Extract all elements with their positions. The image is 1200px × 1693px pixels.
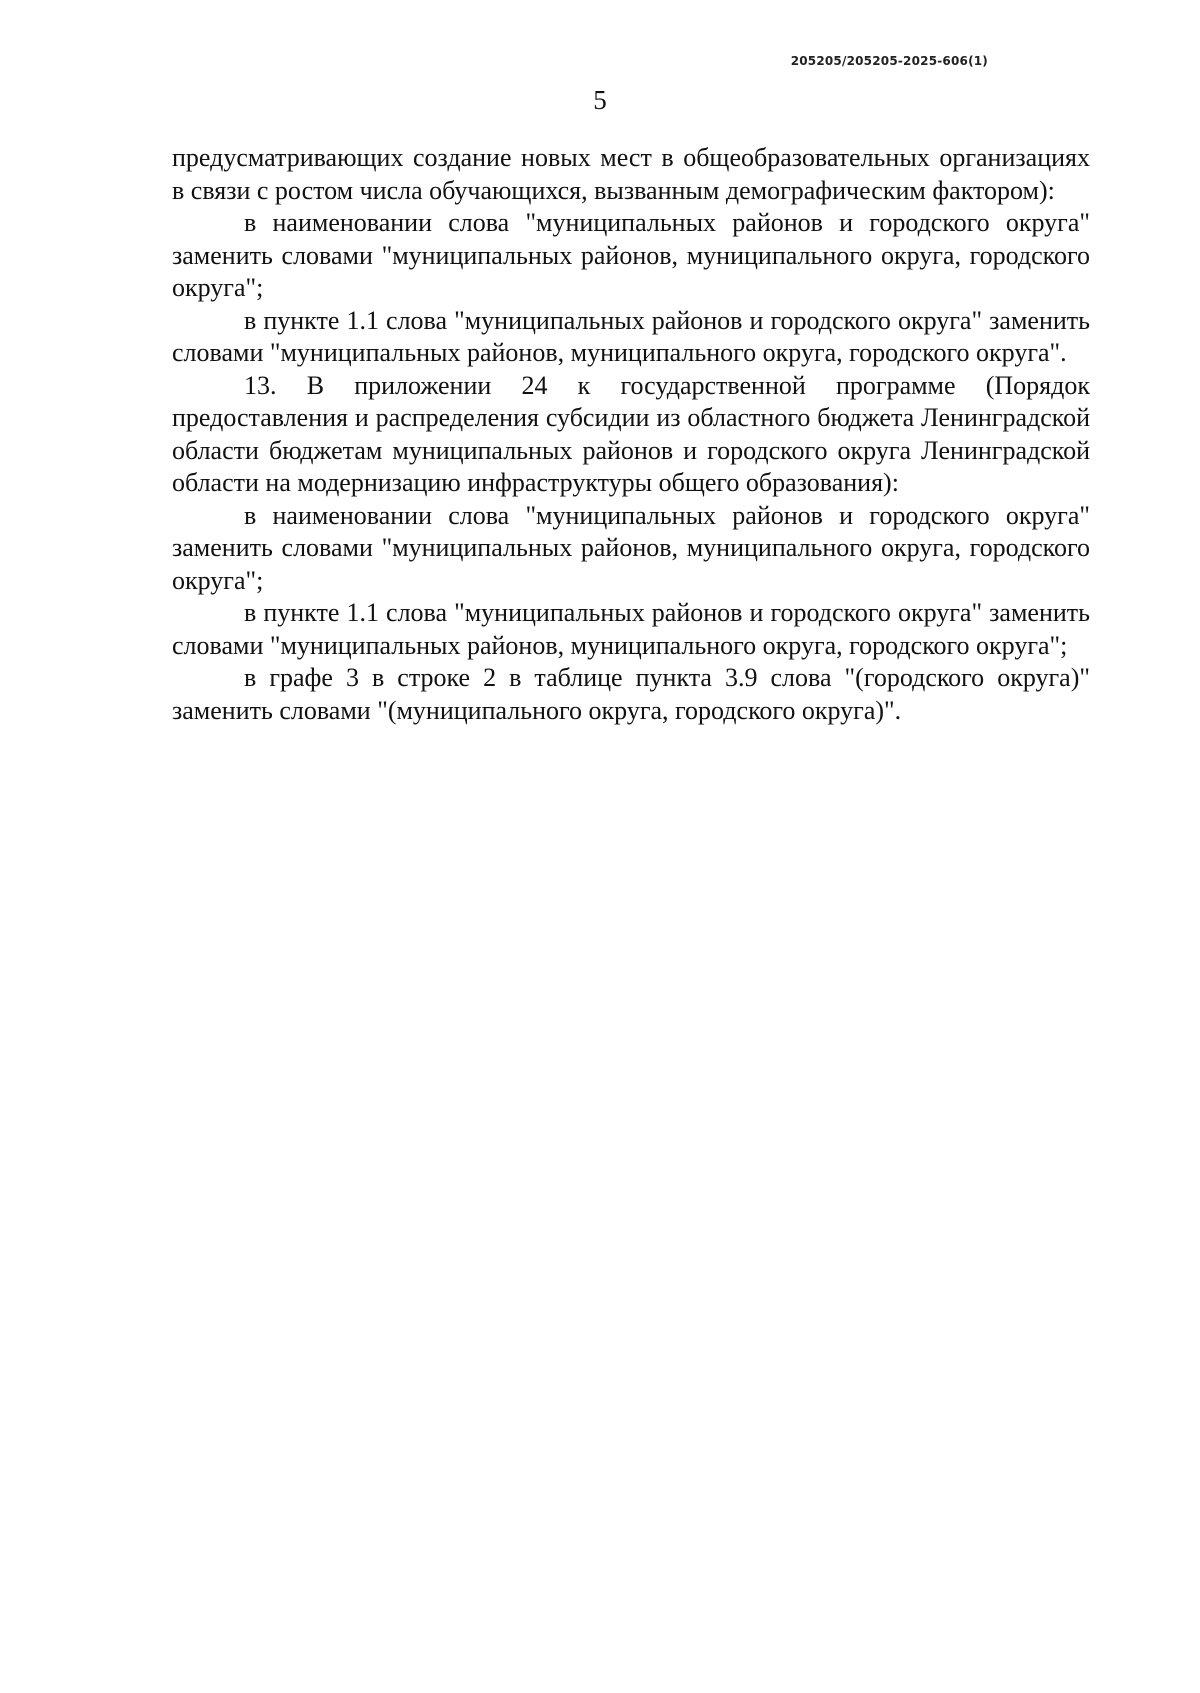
paragraph: в графе 3 в строке 2 в таблице пункта 3.9 слова "(городского округа)" заменить словами "(муниципального округа, городского округа)".: [172, 663, 1090, 725]
document-body: [172, 142, 1090, 727]
paragraph: в наименовании слова "муниципальных районов и городского округа" заменить словами "муниципальных районов, муниципального округа, городского округа";: [172, 208, 1090, 302]
paragraph: 13. В приложении 24 к государственной программе (Порядок предоставления и распределения субсидии из областного бюджета Ленинградской области бюджетам муниципальных районов и городского округа Ленинградской области на модернизацию инфраструктуры общего образования):: [172, 370, 1090, 497]
document-id: 205205/205205-2025-606(1): [790, 54, 988, 68]
paragraph: в наименовании слова "муниципальных районов и городского округа" заменить словами "муниципальных районов, муниципального округа, городского округа";: [172, 500, 1090, 595]
paragraph: предусматривающих создание новых мест в общеобразовательных организациях в связи с ростом числа обучающихся, вызванным демографическим фактором):: [172, 143, 1090, 205]
page-number: 5: [593, 85, 607, 115]
paragraph: в пункте 1.1 слова "муниципальных районов и городского округа" заменить словами "муниципальных районов, муниципального округа, городского округа".: [172, 305, 1090, 367]
paragraph: в пункте 1.1 слова "муниципальных районов и городского округа" заменить словами "муниципальных районов, муниципального округа, городского округа";: [172, 598, 1090, 660]
